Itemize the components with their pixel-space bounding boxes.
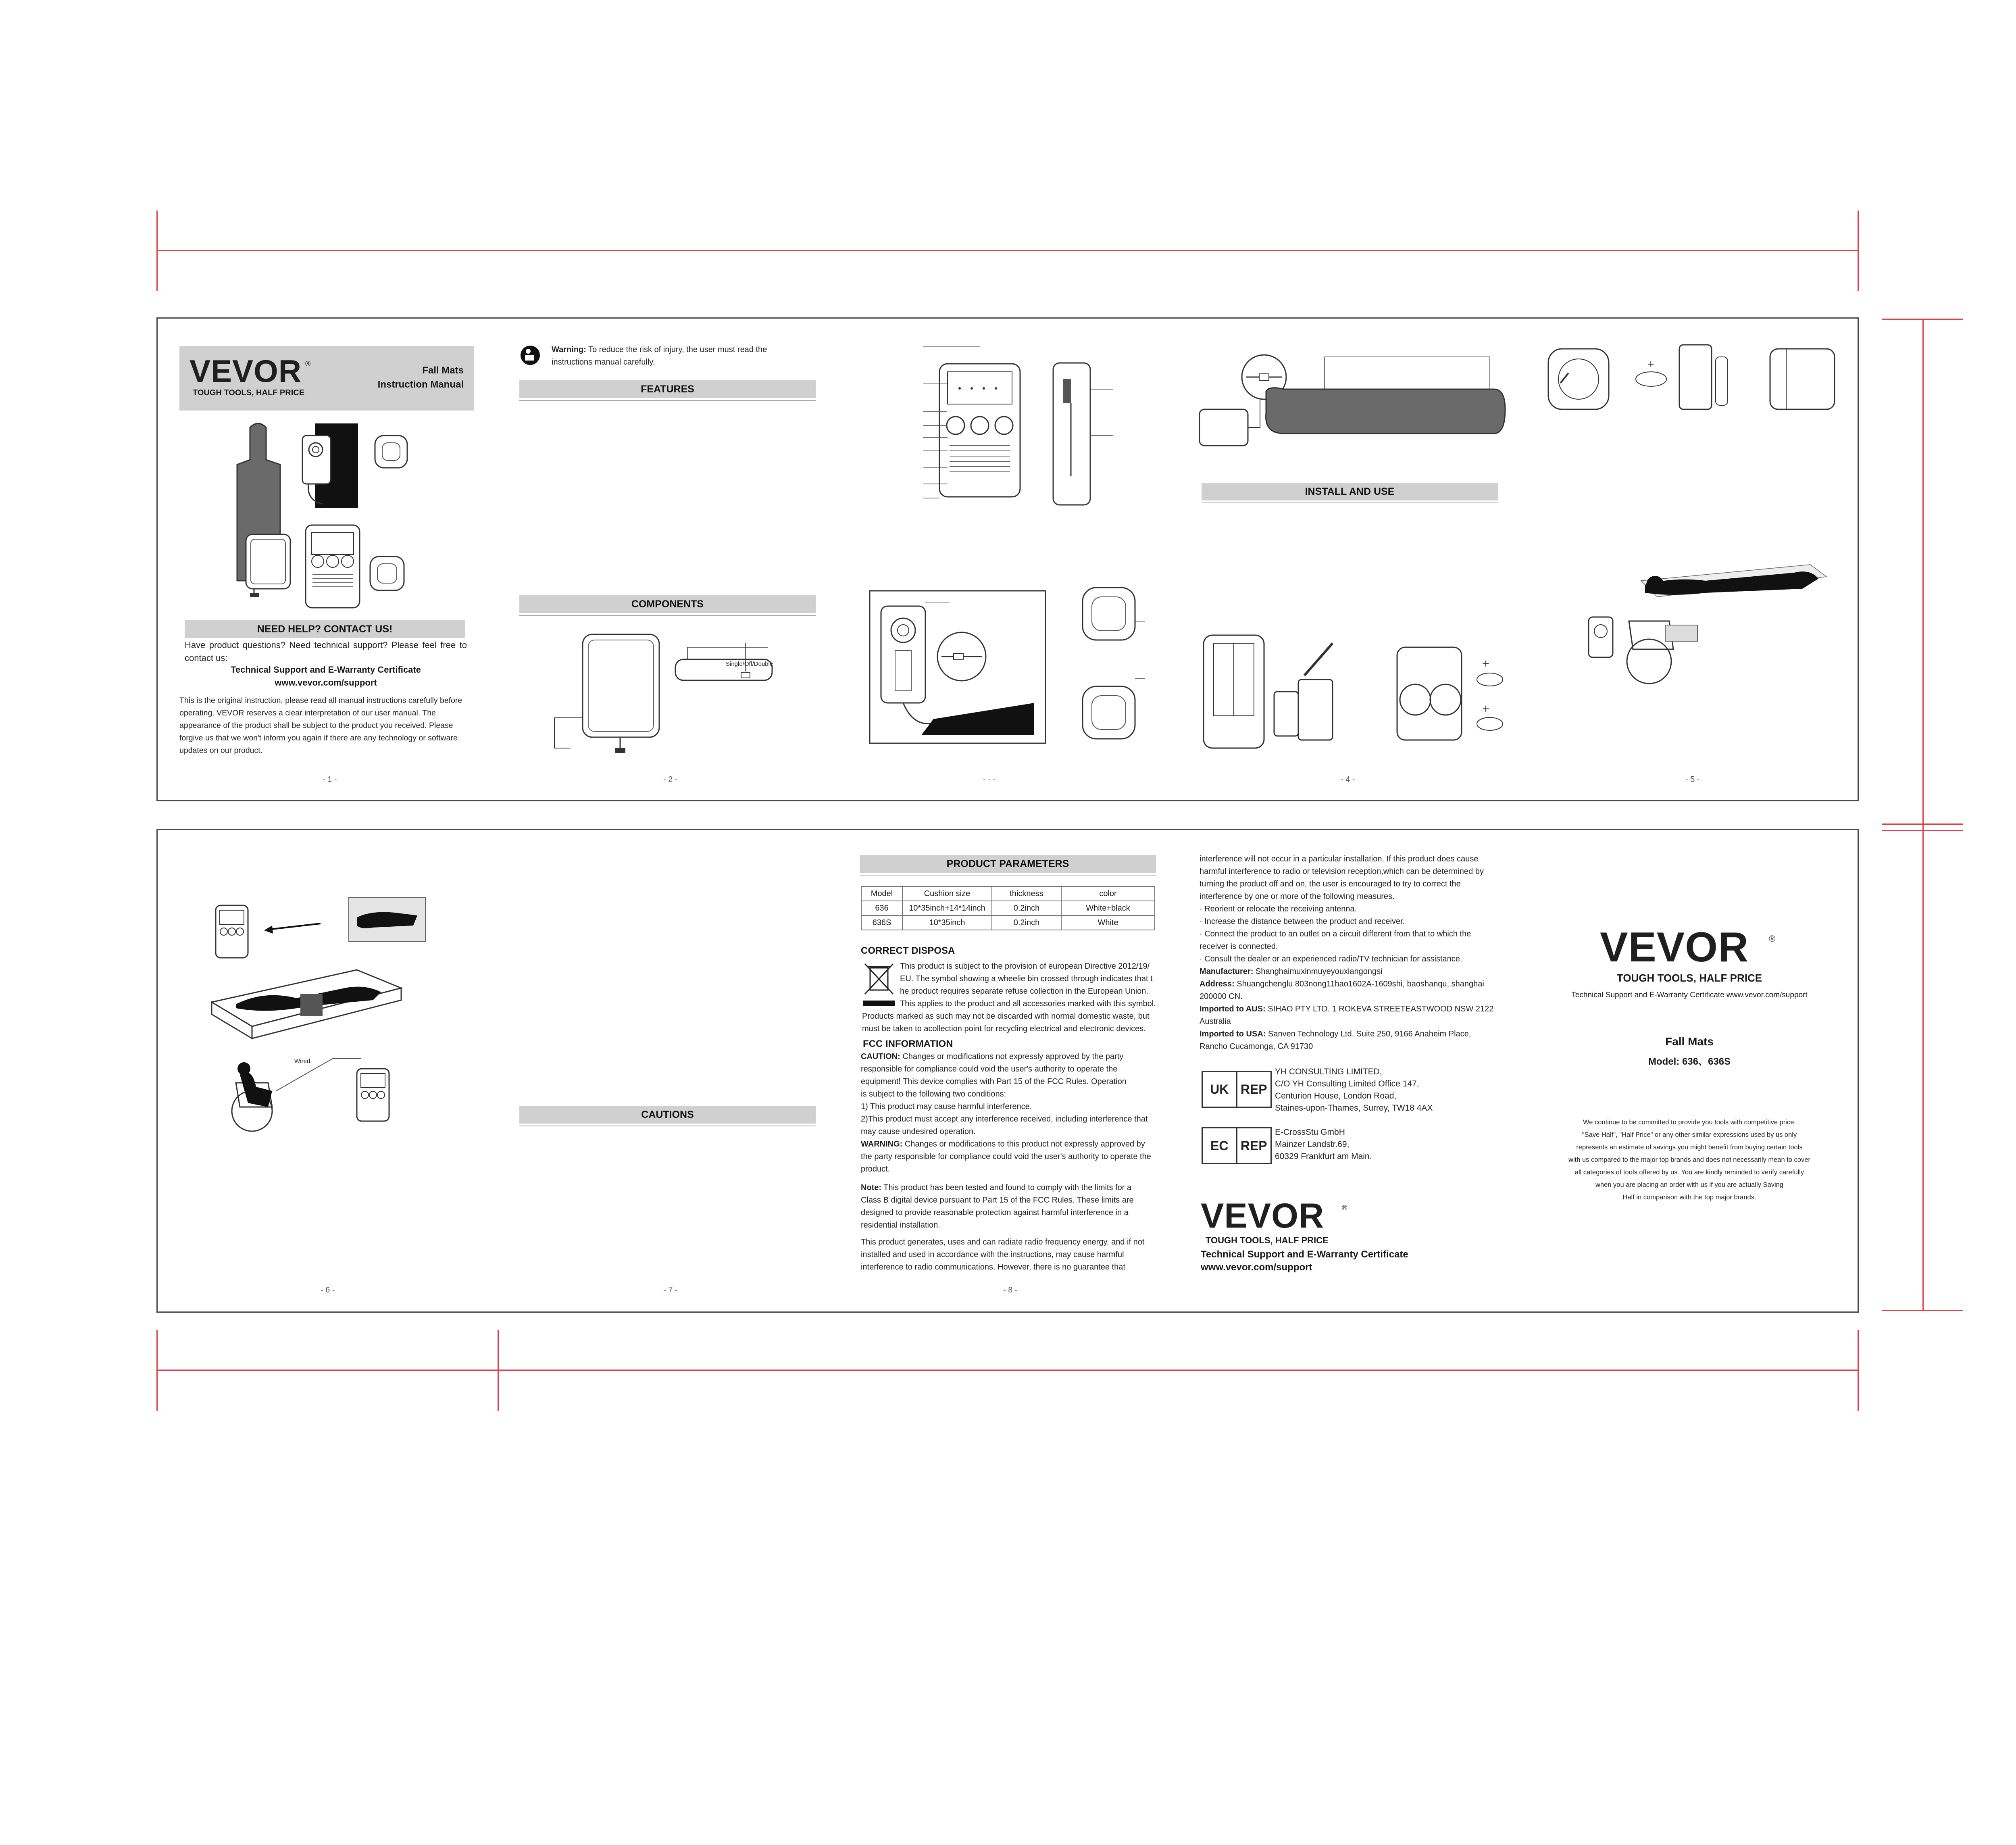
trim-line-right <box>1922 319 1924 1311</box>
footer-url[interactable]: www.vevor.com/support <box>1201 1262 1312 1273</box>
registered-mark: ® <box>305 360 311 368</box>
features-heading: FEATURES <box>519 380 816 398</box>
warning-text: Warning: To reduce the risk of injury, the user must read the instructions manual carefully. <box>552 345 767 367</box>
help-disclaimer: This is the original instruction, please read all manual instructions carefully before operating. VEVOR reserves a clear interpretation of our user manual. The appearance of the product shall be subject to the product you received. Please forgive us that we won't inform you again if there are any technology or software updates on our product. <box>179 696 462 755</box>
trim-mark-top-left <box>156 211 158 291</box>
svg-text:+: + <box>1482 703 1490 714</box>
help-question: Have product questions? Need technical support? Please feel free to contact us: <box>185 640 467 663</box>
trim-mark-right-2 <box>1882 823 1963 825</box>
table-cell: White+black <box>1061 901 1155 915</box>
back-closing-text: We continue to be committed to provide you tools with competitive price. "Save Half", "Half Price" or any other similar expressions used by us only represents an estimate of savings you might benefit from buying certain tools with us compared to the major top brands and does not necessarily mean to cover all categories of tools offered by us. You are kindly reminded to verify carefully when you are placing an order with us if you are actually Saving Half in comparison with the top major brands. <box>1568 1119 1810 1201</box>
trim-mark-bottom-right <box>1858 1330 1859 1411</box>
disposal-line: This product is subject to the provision of european Directive 2012/19/ <box>900 962 1150 971</box>
trim-mark-right-3 <box>1882 830 1963 831</box>
parameters-heading: PRODUCT PARAMETERS <box>860 855 1156 873</box>
fcc-generates: This product generates, uses and can radiate radio frequency energy, and if not installed and used in accordance with the instructions, may cause harmful interference to radio communications. However, there is no guarantee that <box>861 1238 1145 1272</box>
disposal-line: Products marked as such may not be discarded with normal domestic waste, but <box>862 1012 1150 1021</box>
table-cell: 10*35inch <box>902 915 992 930</box>
table-cell: 10*35inch+14*14inch <box>902 901 992 915</box>
need-help-heading: NEED HELP? CONTACT US! <box>185 620 465 638</box>
fcc-continued: interference will not occur in a particular installation. If this product does cause harmful interference to radio or television reception,which can be determined by turning the product off and on, the user is encouraged to try to correct the interference by one or more of the following measures. · Reorient or relocate the receiving antenna. · Increase the distance between the product and receiver. · Connect the product to an outlet on a circuit different from that to which the receiver is connected. · Consult the dealer or an experienced radio/TV technician for assistance. Manufacturer: Shanghaimuxinmuyeyouxiangongsi Address: Shuangchenglu 803nong11hao1602A-1609shi, baoshanqu, shanghai 200000 CN. Imported to AUS: SIHAO PTY LTD. 1 ROKEVA STREETEASTWOOD NSW 2122 Australia Imported to USA: Sanven Technology Ltd. Suite 250, 9166 Anaheim Place, Rancho Cucamonga, CA 91730 <box>1200 855 1494 1051</box>
patient-bed-scene <box>1585 561 1835 698</box>
table-header-cell: Cushion size <box>902 886 992 901</box>
table-cell: 636 <box>861 901 902 915</box>
page-number-7: - 7 - <box>663 1286 678 1295</box>
brand-logo: VEVOR <box>190 353 302 389</box>
disposal-line: must be taken to acollection point for recycling electrical and electronic devices. <box>862 1024 1146 1033</box>
wired-sensor-connection <box>869 590 1050 743</box>
page-number-5: - 5 - <box>1685 775 1700 784</box>
trim-mark-right-1 <box>1882 319 1963 320</box>
battery-install-diagram <box>1200 631 1506 752</box>
back-cert-line: Technical Support and E-Warranty Certificate www.vevor.com/support <box>1571 991 1808 999</box>
table-cell: 636S <box>861 915 902 930</box>
table-header-cell: thickness <box>992 886 1061 901</box>
svg-text:+: + <box>1482 658 1490 669</box>
page-number-8: - 8 - <box>1003 1286 1018 1295</box>
table-header-cell: color <box>1061 886 1155 901</box>
ec-rep-address: E-CrossStu GmbH Mainzer Landstr.69, 60329 Frankfurt am Main. <box>1275 1128 1372 1161</box>
help-cert: Technical Support and E-Warranty Certificate <box>231 665 421 675</box>
back-product-name: Fall Mats <box>1665 1035 1714 1048</box>
brand-logo-back: VEVOR <box>1600 924 1749 971</box>
cover-product-name: Fall Mats <box>422 365 464 376</box>
table-row <box>861 901 1155 915</box>
page-number-2: - 2 - <box>663 775 678 784</box>
weee-bin-icon <box>863 962 895 1006</box>
page-number-6: - 6 - <box>321 1286 335 1295</box>
table-header-row <box>861 886 1155 901</box>
cover-illustration <box>230 419 431 617</box>
trim-line-top <box>156 250 1859 251</box>
trim-mark-bottom-left <box>156 1330 158 1411</box>
help-url[interactable]: www.vevor.com/support <box>275 678 377 688</box>
disposal-heading: CORRECT DISPOSA <box>861 945 955 956</box>
component-mat-diagram <box>554 631 780 760</box>
trim-line-bottom <box>156 1370 1859 1371</box>
disposal-line: This applies to the product and all accessories marked with this symbol. <box>900 999 1156 1008</box>
table-header-cell: Model <box>861 886 902 901</box>
switch-label: Single/Off/Double <box>726 661 773 667</box>
components-heading: COMPONENTS <box>519 595 816 613</box>
table-cell: 0.2inch <box>992 901 1061 915</box>
page-number-4: - 4 - <box>1341 775 1355 784</box>
uk-rep-badge: UK REP <box>1202 1071 1272 1108</box>
mat-sensor-diagram <box>1200 349 1506 450</box>
disposal-text <box>862 1010 1160 1035</box>
uk-rep-address: YH CONSULTING LIMITED, C/O YH Consulting Limited Office 147, Centurion House, London Road, Staines-upon-Thames, Surrey, TW18 4AX <box>1275 1067 1433 1113</box>
page-number-3: - · - <box>983 775 996 784</box>
ec-rep-badge: EC REP <box>1202 1127 1272 1164</box>
trim-mark-top-right <box>1858 211 1859 291</box>
brand-logo-footer: VEVOR <box>1201 1197 1325 1235</box>
cautions-heading: CAUTIONS <box>519 1106 816 1124</box>
cover-manual-title: Instruction Manual <box>377 379 464 390</box>
trim-mark-bottom-mid <box>498 1330 499 1411</box>
call-button-battery-diagram <box>1544 345 1835 413</box>
registered-mark: ® <box>1342 1204 1347 1212</box>
table-row <box>861 915 1155 930</box>
brand-slogan-footer: TOUGH TOOLS, HALF PRICE <box>1206 1235 1329 1245</box>
mat-alarm-scene <box>212 897 425 1143</box>
back-model: Model: 636、636S <box>1648 1056 1731 1067</box>
fcc-caution: CAUTION: Changes or modifications not expressly approved by the party responsible for compliance could void the user's authority to operate the equipment! This device complies with Part 15 of the FCC Rules. Operation is subject to the following two conditions: 1) This product may cause harmful interference. 2)This product must accept any interference received, including interference that may cause undesired operation. WARNING: Changes or modifications to this product not expressly approved by the party responsible for compliance could void the user's authority to operate the product. <box>861 1052 1151 1174</box>
fcc-heading: FCC INFORMATION <box>863 1038 953 1049</box>
table-cell: White <box>1061 915 1155 930</box>
svg-text:+: + <box>1647 359 1655 369</box>
registered-mark: ® <box>1769 934 1776 944</box>
wired-label: Wired <box>294 1058 310 1065</box>
disposal-text-indented <box>900 960 1158 1010</box>
install-heading: INSTALL AND USE <box>1202 483 1498 500</box>
brand-slogan: TOUGH TOOLS, HALF PRICE <box>193 388 305 397</box>
call-button-large <box>1081 586 1141 759</box>
footer-cert: Technical Support and E-Warranty Certificate <box>1201 1249 1408 1260</box>
parameters-table <box>861 886 1155 930</box>
disposal-line: he product requires separate refuse collection in the European Union. <box>900 987 1148 996</box>
brand-slogan-back: TOUGH TOOLS, HALF PRICE <box>1616 972 1762 984</box>
trim-mark-right-4 <box>1882 1310 1963 1311</box>
receiver-side-diagram <box>1048 363 1117 508</box>
receiver-front-diagram <box>923 347 1028 516</box>
read-manual-icon <box>520 345 540 365</box>
fcc-note: Note: This product has been tested and found to comply with the limits for a Class B digital device pursuant to Part 15 of the FCC Rules. These limits are designed to provide reasonable protection against harmful interference in a residential installation. <box>861 1183 1134 1230</box>
disposal-line: EU. The symbol showing a wheelie bin crossed through indicates that t <box>900 974 1153 983</box>
table-cell: 0.2inch <box>992 915 1061 930</box>
page-number-1: - 1 - <box>323 775 337 784</box>
